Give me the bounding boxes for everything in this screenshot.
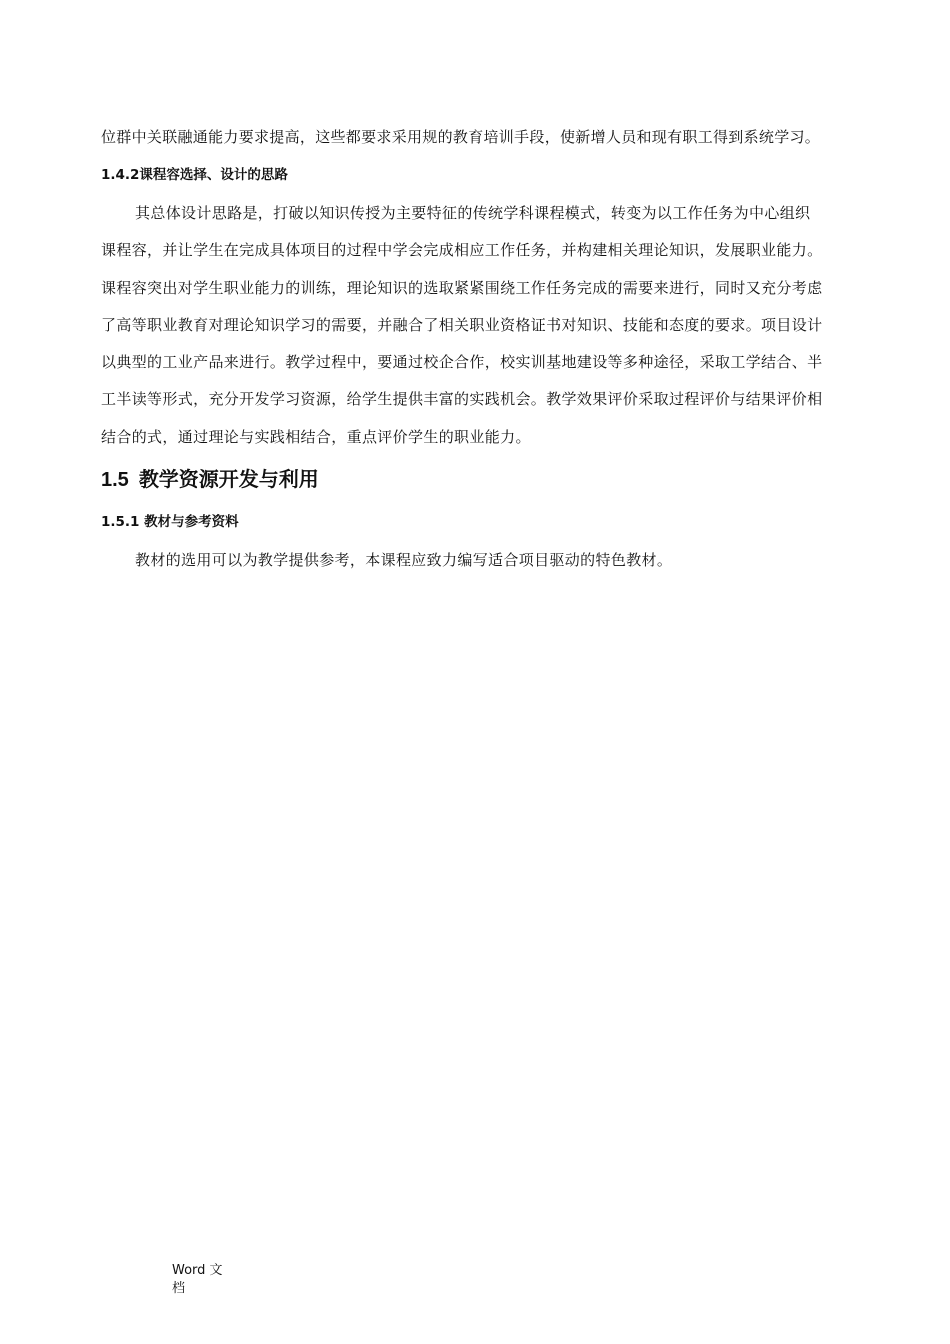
paragraph-line: 教材的选用可以为教学提供参考，本课程应致力编写适合项目驱动的特色教材。 — [135, 551, 673, 569]
paragraph-continuation-line: 位群中关联融通能力要求提高，这些都要求采用规的教育培训手段，使新增人员和现有职工得到系统学习。 — [101, 128, 821, 146]
section-title: 教学资源开发与利用 — [138, 469, 319, 491]
page-footer — [172, 1262, 232, 1298]
paragraph-line: 课程容突出对学生职业能力的训练，理论知识的选取紧紧围绕工作任务完成的需要来进行，同时又充分考虑 — [101, 279, 823, 297]
section-number: 1.5 — [101, 469, 129, 491]
paragraph-line: 工半读等形式，充分开发学习资源，给学生提供丰富的实践机会。教学效果评价采取过程评价与结果评价相 — [101, 390, 823, 408]
section-1-5-heading — [101, 466, 319, 494]
footer-line: Word 文 — [172, 1263, 223, 1278]
paragraph-line: 以典型的工业产品来进行。教学过程中，要通过校企合作，校实训基地建设等多种途径，采取工学结合、半 — [101, 353, 823, 371]
section-1-5-1-heading: 1.5.1 教材与参考资料 — [101, 514, 239, 530]
paragraph-line: 了高等职业教育对理论知识学习的需要，并融合了相关职业资格证书对知识、技能和态度的要求。项目设计 — [101, 316, 823, 334]
paragraph-line: 结合的式，通过理论与实践相结合，重点评价学生的职业能力。 — [101, 428, 531, 446]
paragraph-line: 其总体设计思路是，打破以知识传授为主要特征的传统学科课程模式，转变为以工作任务为中心组织 — [135, 204, 811, 222]
paragraph-line: 课程容，并让学生在完成具体项目的过程中学会完成相应工作任务，并构建相关理论知识，发展职业能力。 — [101, 241, 823, 259]
section-1-4-2-heading: 1.4.2课程容选择、设计的思路 — [101, 167, 288, 183]
footer-line: 档 — [172, 1281, 186, 1296]
